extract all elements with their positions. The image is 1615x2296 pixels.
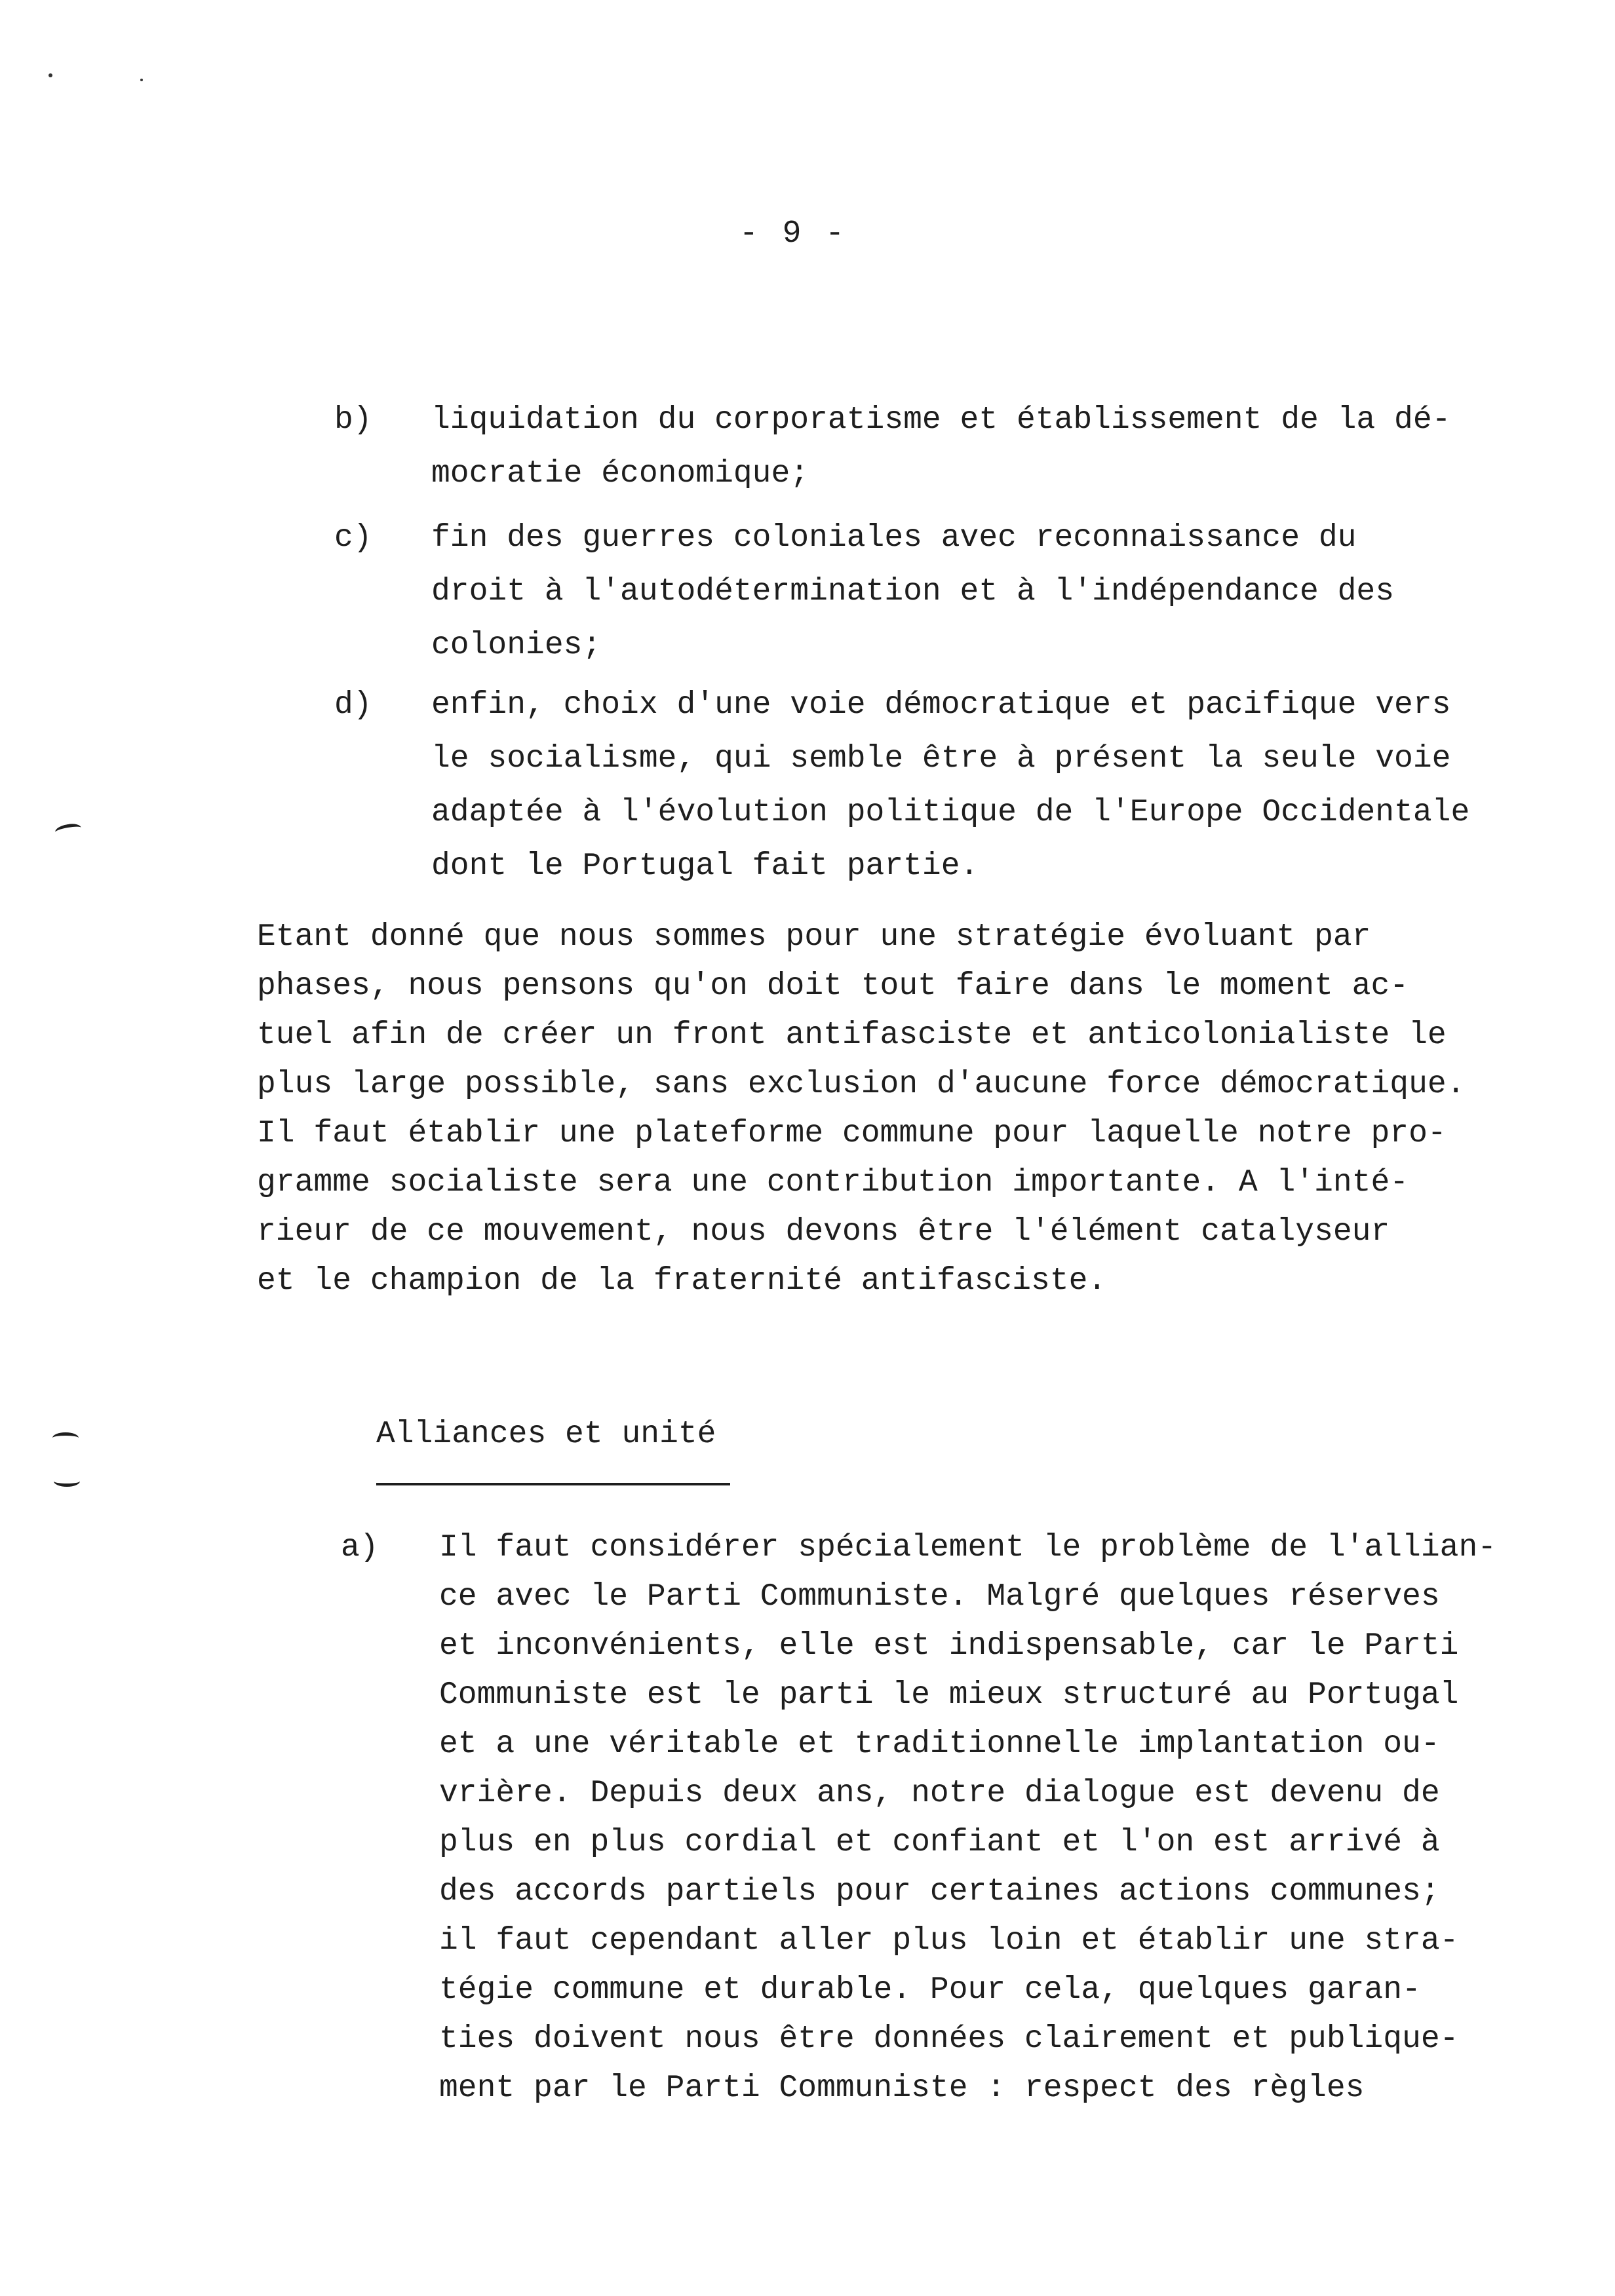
list-marker: c) <box>334 520 372 556</box>
punch-hole-mark <box>54 822 82 838</box>
list-item-text: fin des guerres coloniales avec reconnaissance du droit à l'autodétermination et à l'indépendance des colonies; <box>431 520 1395 663</box>
scan-speck <box>49 73 52 77</box>
list-item-text: Il faut considérer spécialement le problème de l'allian- ce avec le Parti Communiste. Malgré quelques réserves et inconvénients, elle est indispensable, car le Parti Communiste est le parti le mieux structuré au Portugal et a une véritable et traditionnelle implantation ou- vrière. Depuis deux ans, notre dialogue est devenu de plus en plus cordial et confiant et l'on est arrivé à des accords partiels pour certaines actions communes; il faut cependant aller plus loin et établir une stra- tégie commune et durable. Pour cela, quelques garan- ties doivent nous être données clairement et publique- ment par le Parti Communiste : respect des règles <box>439 1530 1497 2106</box>
list-item-b <box>334 393 1514 505</box>
page-number: - 9 - <box>739 216 847 252</box>
heading-underline <box>376 1483 730 1485</box>
list-item-c <box>334 511 1514 675</box>
scan-speck <box>140 79 143 81</box>
list-item-d <box>334 678 1514 894</box>
list-marker: a) <box>341 1530 379 1565</box>
list-marker: d) <box>334 687 372 723</box>
list-item-a <box>341 1523 1540 2126</box>
body-paragraph: Etant donné que nous sommes pour une stratégie évoluant par phases, nous pensons qu'on doit tout faire dans le moment ac- tuel afin de créer un front antifasciste et anticolonialiste le plus large possible, sans exclusion d'aucune force démocratique. Il faut établir une plateforme commune pour laquelle notre pro- gramme socialiste sera une contribution importante. A l'inté- rieur de ce mouvement, nous devons être l'élément catalyseur et le champion de la fraternité antifasciste. <box>257 919 1466 1299</box>
list-item-text: enfin, choix d'une voie démocratique et pacifique vers le socialisme, qui semble être à présent la seule voie adaptée à l'évolution politique de l'Europe Occidentale dont le Portugal fait partie. <box>431 687 1470 884</box>
list-marker: b) <box>334 402 372 438</box>
punch-hole-mark <box>52 1432 79 1444</box>
list-item-text: liquidation du corporatisme et établissement de la dé- mocratie économique; <box>431 402 1451 491</box>
punch-hole-mark <box>54 1476 80 1487</box>
section-heading: Alliances et unité <box>376 1417 716 1452</box>
